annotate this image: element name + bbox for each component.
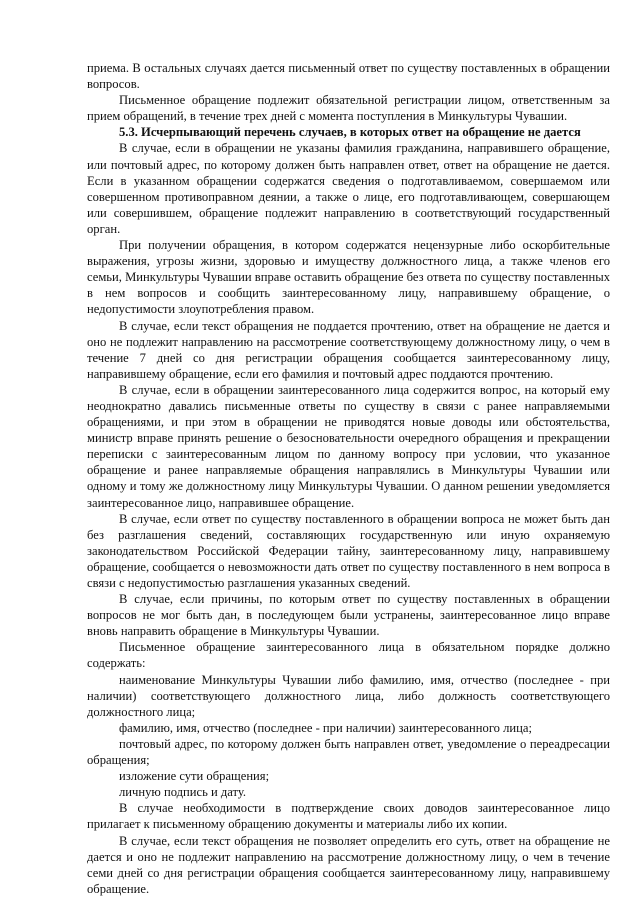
paragraph: В случае, если в обращении заинтересованного лица содержится вопрос, на который ему неоднократно давались письменные ответы по существу в связи с ранее направляемыми обращениями, и при этом в обращении не приводятся новые доводы или обстоятельства, министр вправе принять решение о безосновательности очередного обращения и прекращении переписки с заинтересованным лицом по данному вопросу при условии, что указанное обращение и ранее направляемые обращения направлялись в Минкультуры Чувашии или одному и тому же должностному лицу Минкультуры Чувашии. О данном решении уведомляется заинтересованное лицо, направившее обращение. [87, 382, 610, 510]
paragraph: В случае, если в обращении не указаны фамилия гражданина, направившего обращение, или почтовый адрес, по которому должен быть направлен ответ, ответ на обращение не дается. Если в указанном обращении содержатся сведения о подготавливаемом, совершаемом или совершенном противоправном деянии, а также о лице, его подготавливающем, совершающем или совершившем, обращение подлежит направлению в соответствующий государственный орган. [87, 141, 610, 236]
paragraph: Письменное обращение подлежит обязательной регистрации лицом, ответственным за прием обращений, в течение трех дней с момента поступления в Минкультуры Чувашии. [87, 93, 610, 124]
section-heading: 5.3. Исчерпывающий перечень случаев, в которых ответ на обращение не дается [119, 125, 581, 140]
paragraph: приема. В остальных случаях дается письменный ответ по существу поставленных в обращении вопросов. [87, 61, 610, 92]
document-body [87, 60, 610, 897]
list-item: наименование Минкультуры Чувашии либо фамилию, имя, отчество (последнее - при наличии) соответствующего должностного лица, либо должность соответствующего должностного лица; [87, 672, 610, 719]
paragraph: В случае, если текст обращения не позволяет определить его суть, ответ на обращение не дается и оно не подлежит направлению на рассмотрение должностному лицу, о чем в течение семи дней со дня регистрации обращения сообщается заинтересованному лицу, направившему обращение. [87, 833, 610, 896]
list-item: почтовый адрес, по которому должен быть направлен ответ, уведомление о переадресации обращения; [87, 736, 610, 768]
paragraph: В случае необходимости в подтверждение своих доводов заинтересованное лицо прилагает к письменному обращению документы и материалы либо их копии. [87, 801, 610, 832]
paragraph: В случае, если ответ по существу поставленного в обращении вопроса не может быть дан без разглашения сведений, составляющих государственную или иную охраняемую законодательством Российской Федерации тайну, заинтересованному лицу, направившему обращение, сообщается о невозможности дать ответ по существу поставленного в нем вопроса в связи с недопустимостью разглашения указанных сведений. [87, 511, 610, 590]
paragraph: В случае, если текст обращения не поддается прочтению, ответ на обращение не дается и оно не подлежит направлению на рассмотрение соответствующему должностному лицу, о чем в течение 7 дней со дня регистрации обращения сообщается заинтересованному лицу, направившему обращение, если его фамилия и почтовый адрес поддаются прочтению. [87, 318, 610, 381]
list-item: изложение сути обращения; [119, 769, 270, 784]
list-item: личную подпись и дату. [119, 785, 247, 800]
paragraph: В случае, если причины, по которым ответ по существу поставленных в обращении вопросов не мог быть дан, в последующем были устранены, заинтересованное лицо вправе вновь направить обращение в Минкультуры Чувашии. [87, 592, 610, 639]
paragraph: При получении обращения, в котором содержатся нецензурные либо оскорбительные выражения, угрозы жизни, здоровью и имуществу должностного лица, а также членов его семьи, Минкультуры Чувашии вправе оставить обращение без ответа по существу поставленных в нем вопросов и сообщить заинтересованному лицу, направившему обращение, о недопустимости злоупотребления правом. [87, 238, 610, 317]
paragraph: Письменное обращение заинтересованного лица в обязательном порядке должно содержать: [87, 640, 610, 671]
list-item: фамилию, имя, отчество (последнее - при наличии) заинтересованного лица; [119, 720, 532, 735]
